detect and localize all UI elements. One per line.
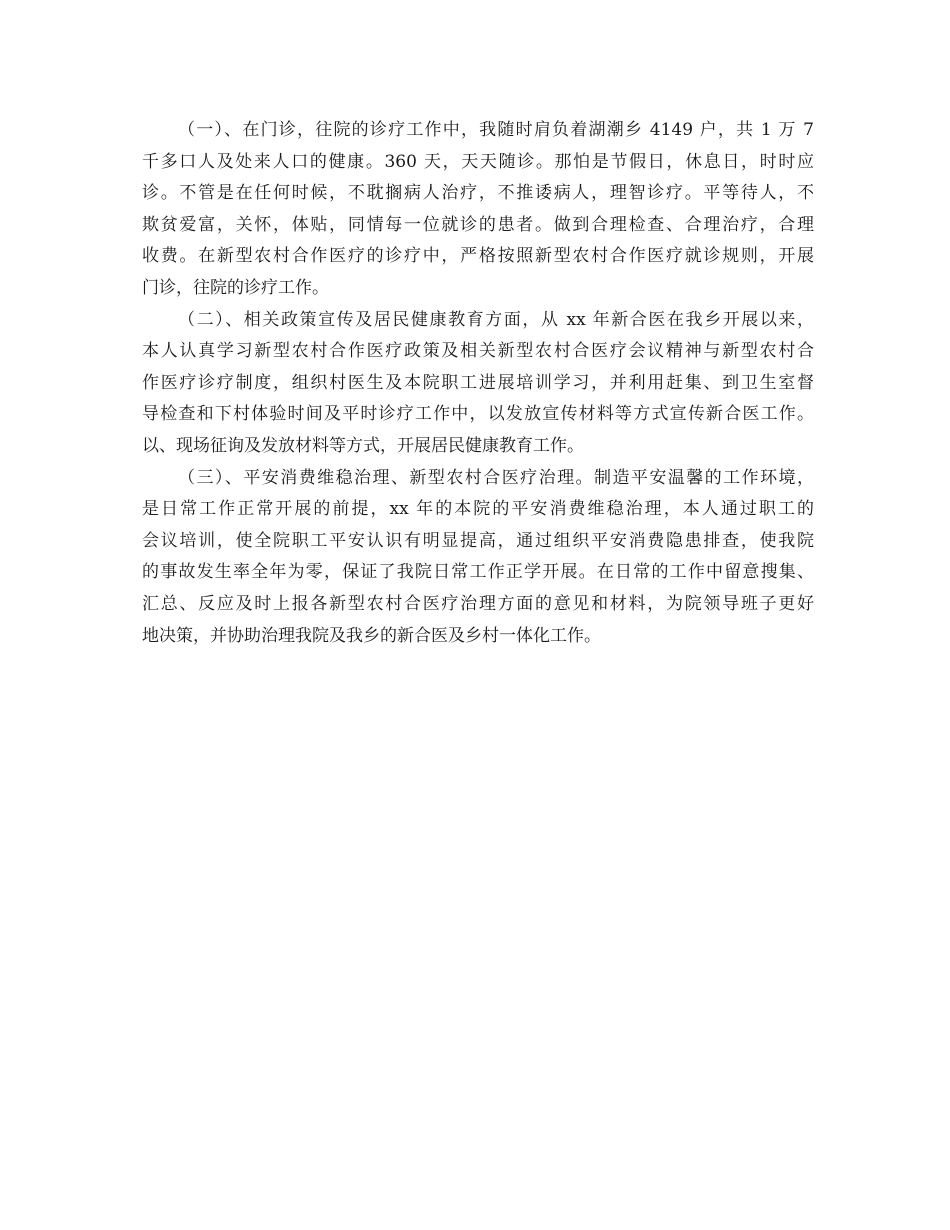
- paragraph-line: 地决策，并协助治理我院及我乡的新合医及乡村一体化工作。: [142, 625, 601, 646]
- paragraph-line: 本人认真学习新型农村合作医疗政策及相关新型农村合医疗会议精神与新型农村合: [142, 341, 814, 362]
- document-body: [142, 115, 814, 652]
- paragraph-2: [142, 305, 814, 463]
- paragraph-line: 门诊，往院的诊疗工作。: [142, 277, 329, 298]
- paragraph-line: 的事故发生率全年为零，保证了我院日常工作正学开展。在日常的工作中留意搜集、: [142, 562, 814, 583]
- paragraph-line: 会议培训，使全院职工平安认识有明显提高，通过组织平安消费隐患排查，使我院: [142, 530, 814, 551]
- paragraph-line: 千多口人及处来人口的健康。360 天，天天随诊。那怕是节假日，休息日，时时应: [142, 151, 814, 172]
- paragraph-line: 汇总、反应及时上报各新型农村合医疗治理方面的意见和材料，为院领导班子更好: [142, 593, 814, 614]
- paragraph-line: （二）、相关政策宣传及居民健康教育方面，从 xx 年新合医在我乡开展以来，: [178, 309, 814, 330]
- paragraph-line: （三）、平安消费维稳治理、新型农村合医疗治理。制造平安温馨的工作环境，: [178, 467, 814, 488]
- paragraph-line: （一）、在门诊，往院的诊疗工作中，我随时肩负着湖潮乡 4149 户，共 1 万 7: [178, 120, 814, 140]
- paragraph-line: 收费。在新型农村合作医疗的诊疗中，严格按照新型农村合作医疗就诊规则，开展: [142, 246, 814, 267]
- paragraph-line: 以、现场征询及发放材料等方式，开展居民健康教育工作。: [142, 435, 584, 456]
- paragraph-1: [142, 115, 814, 305]
- paragraph-line: 作医疗诊疗制度，组织村医生及本院职工进展培训学习，并利用赶集、到卫生室督: [142, 372, 814, 393]
- paragraph-line: 导检查和下村体验时间及平时诊疗工作中，以发放宣传材料等方式宣传新合医工作。: [142, 404, 814, 425]
- paragraph-3: [142, 463, 814, 653]
- paragraph-line: 欺贫爱富，关怀，体贴，同情每一位就诊的患者。做到合理检查、合理治疗，合理: [142, 214, 814, 235]
- paragraph-line: 诊。不管是在任何时候，不耽搁病人治疗，不推诿病人，理智诊疗。平等待人，不: [142, 183, 814, 204]
- paragraph-line: 是日常工作正常开展的前提，xx 年的本院的平安消费维稳治理，本人通过职工的: [142, 499, 814, 520]
